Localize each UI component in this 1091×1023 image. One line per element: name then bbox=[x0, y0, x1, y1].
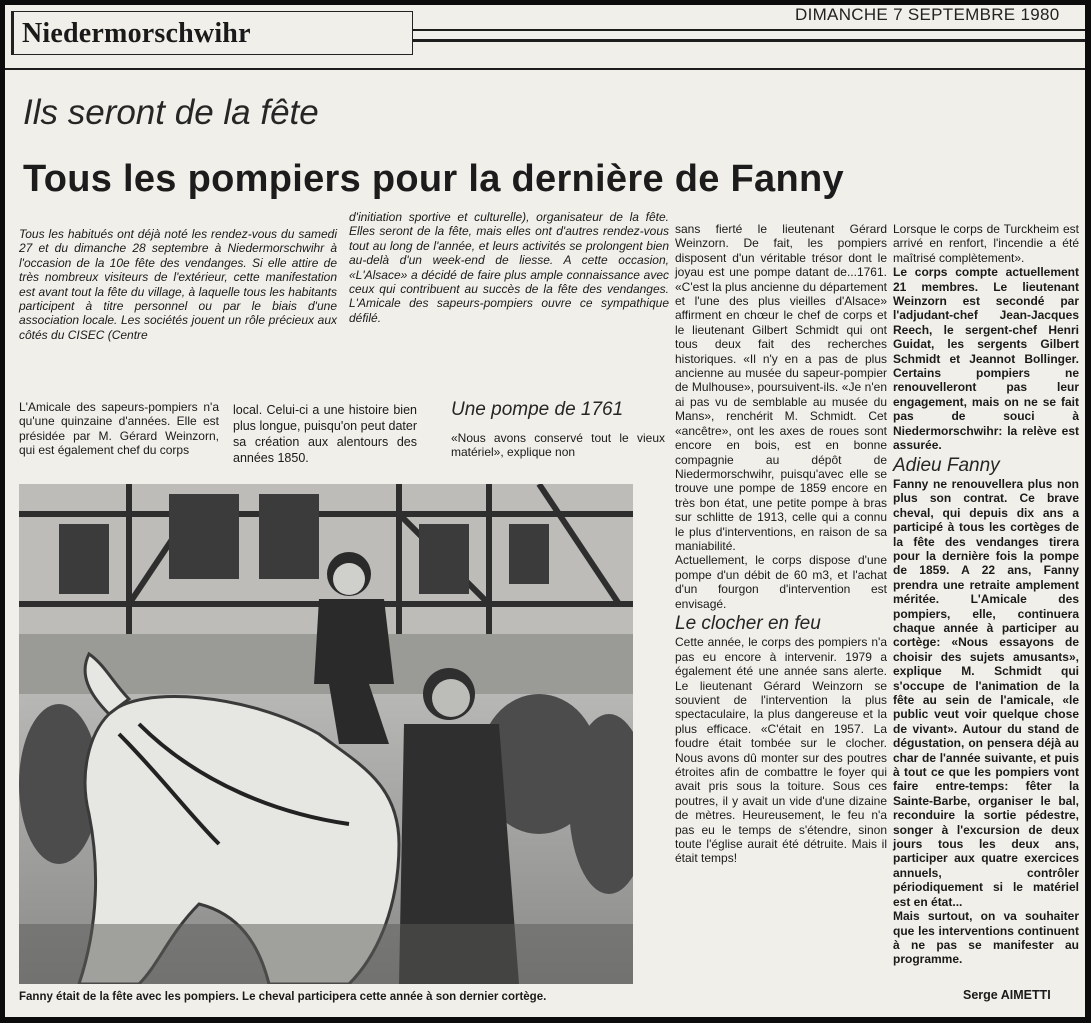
body-paragraph-a: L'Amicale des sapeurs-pompiers n'a qu'une quinzaine d'années. Elle est présidée par M. Gérard Weinzorn, qui est également chef du corps bbox=[19, 400, 219, 458]
body-column-b bbox=[233, 402, 417, 466]
body-column-4 bbox=[893, 222, 1079, 967]
col3-paragraph-top: sans fierté le lieutenant Gérard Weinzorn. De fait, les pompiers disposent d'un véritable trésor dont le joyau est une pompe datant de...1761. «C'est la plus ancienne du département et l'une des plus vieilles d'Alsace» affirment en chœur le chef de corps et le lieutenant Gilbert Schmidt qui ont tous deux fait des recherches historiques. «Il n'y en a pas de plus ancienne au musée du sapeur-pompier de Mulhouse», poursuivent-ils. «Je n'en ai pas vu de semblable au musée du Mans», renchérit M. Schmidt. Cet «ancêtre», ont les axes de roues sont encore en bois, est en bonne compagnie au dépôt de Niedermorschwihr, puisqu'avec elle se trouve une pompe de 1859 encore en très bon état, une petite pompe à bras sur schlitte de 1913, celle qui a connu le plus d'interventions, en raison de sa maniabilité. bbox=[675, 222, 887, 553]
body-column-c bbox=[451, 431, 665, 460]
col4-paragraph-bottom: Fanny ne renouvellera plus non plus son contrat. Ce brave cheval, qui depuis dix ans a participé à tous les cortèges de la fête des vendanges tirera pour la dernière fois la pompe de 1859. A 22 ans, Fanny prendra une retraite amplement méritée. L'Amicale des pompiers, elle, continuera chaque année à participer au cortège: «Nous essayons de choisir des sujets amusants», explique M. Schmidt qui s'occupe de l'animation de la fête au sein de l'amicale, «le public veut voir quelque chose de vivant». Autour du stand de dégustation, on pensera déjà au char de l'année suivante, et puis à tout ce que les pompiers vont faire entre-temps: fêter la Sainte-Barbe, organiser le bal, reconduire la sortie pédestre, songer à l'excursion de deux jours tous les deux ans, participer aux quatre exercices annuels, contrôler périodiquement si le matériel est en état... bbox=[893, 476, 1079, 909]
photo-caption: Fanny était de la fête avec les pompiers. Le cheval participera cette année à son dernier cortège. bbox=[19, 991, 547, 1003]
article-headline: Tous les pompiers pour la dernière de Fanny bbox=[23, 158, 844, 200]
subhead-pompe: Une pompe de 1761 bbox=[451, 399, 624, 420]
body-column-a bbox=[19, 400, 219, 458]
body-paragraph-c: «Nous avons conservé tout le vieux matériel», explique non bbox=[451, 431, 665, 460]
article-signature: Serge AIMETTI bbox=[963, 988, 1051, 1002]
header-rule-top bbox=[413, 29, 1085, 31]
body-paragraph-b: local. Celui-ci a une histoire bien plus longue, puisqu'on peut dater sa création aux alentours des années 1850. bbox=[233, 403, 417, 465]
lead-column-1 bbox=[19, 227, 337, 342]
lead-paragraph-2: d'initiation sportive et culturelle), organisateur de la fête. Elles seront de la fête, mais elles ont d'autres rendez-vous tout au long de l'année, et leurs activités se prolongent bien au-delà d'un week-end de liesse. A cette occasion, «L'Alsace» a décidé de faire plus ample connaissance avec ceux qui contribuent au succès de la fête des vendanges. L'Amicale des sapeurs-pompiers ouvre ce sympathique défilé. bbox=[349, 210, 669, 325]
col4-paragraph-top-a: Lorsque le corps de Turckheim est arrivé en renfort, l'incendie a été maîtrisé complètement». bbox=[893, 222, 1079, 265]
photo-illustration bbox=[19, 484, 633, 984]
col3-paragraph-bottom: Cette année, le corps des pompiers n'a pas eu encore à intervenir. 1979 a également été une année sans alerte. Le lieutenant Gérard Weinzorn se souvient de l'intervention la plus spectaculaire, la plus dangereuse et la plus efficace. «C'était en 1957. La foudre était tombée sur le clocher. Nous avons dû monter sur des poutres étroites afin de combattre le foyer qui avait pris sous la toiture. Sous ces poutres, il y avait un vide d'une dizaine de mètres. Heureusement, le feu n'a pas eu le temps de s'étendre, sinon toute l'église aurait été détruite. Mais il était temps! bbox=[675, 635, 887, 866]
col4-paragraph-top-b: Le corps compte actuellement 21 membres. Le lieutenant Weinzorn est secondé par l'adjudant-chef Jean-Jacques Reech, le sergent-chef Henri Guidat, les sergents Gilbert Schmidt et Jeannot Bollinger. Certains pompiers ne renouvelleront pas leur engagement, mais on ne se fait pas de souci à Niedermorschwihr: la relève est assurée. bbox=[893, 265, 1079, 453]
article-kicker: Ils seront de la fête bbox=[23, 93, 319, 132]
subhead-clocher: Le clocher en feu bbox=[675, 612, 821, 634]
article-photo bbox=[19, 484, 633, 984]
body-column-3 bbox=[675, 222, 887, 866]
header-rule-under bbox=[5, 68, 1085, 70]
subhead-adieu: Adieu Fanny bbox=[893, 454, 1000, 476]
header-rule-bottom bbox=[413, 39, 1085, 42]
newspaper-clipping bbox=[5, 5, 1085, 1017]
col3-paragraph-mid: Actuellement, le corps dispose d'une pompe d'un débit de 60 m3, et l'achat d'un fourgon d'intervention est envisagé. bbox=[675, 553, 887, 611]
town-nameplate: Niedermorschwihr bbox=[11, 11, 413, 55]
col4-paragraph-end: Mais surtout, on va souhaiter que les interventions continuent à ne pas se manifester au programme. bbox=[893, 909, 1079, 967]
lead-column-2 bbox=[349, 210, 669, 325]
publication-date: DIMANCHE 7 SEPTEMBRE 1980 bbox=[795, 5, 1060, 24]
lead-paragraph-1: Tous les habitués ont déjà noté les rendez-vous du samedi 27 et du dimanche 28 septembre à Niedermorschwihr à l'occasion de la 10e fête des vendanges. Si elle attire de très nombreux visiteurs de l'extérieur, cette manifestation est avant tout la fête du village, à laquelle tous les habitants participent à titre personnel ou par le biais d'une association locale. Les sociétés jouent un rôle précieux aux côtés du CISEC (Centre bbox=[19, 227, 337, 342]
